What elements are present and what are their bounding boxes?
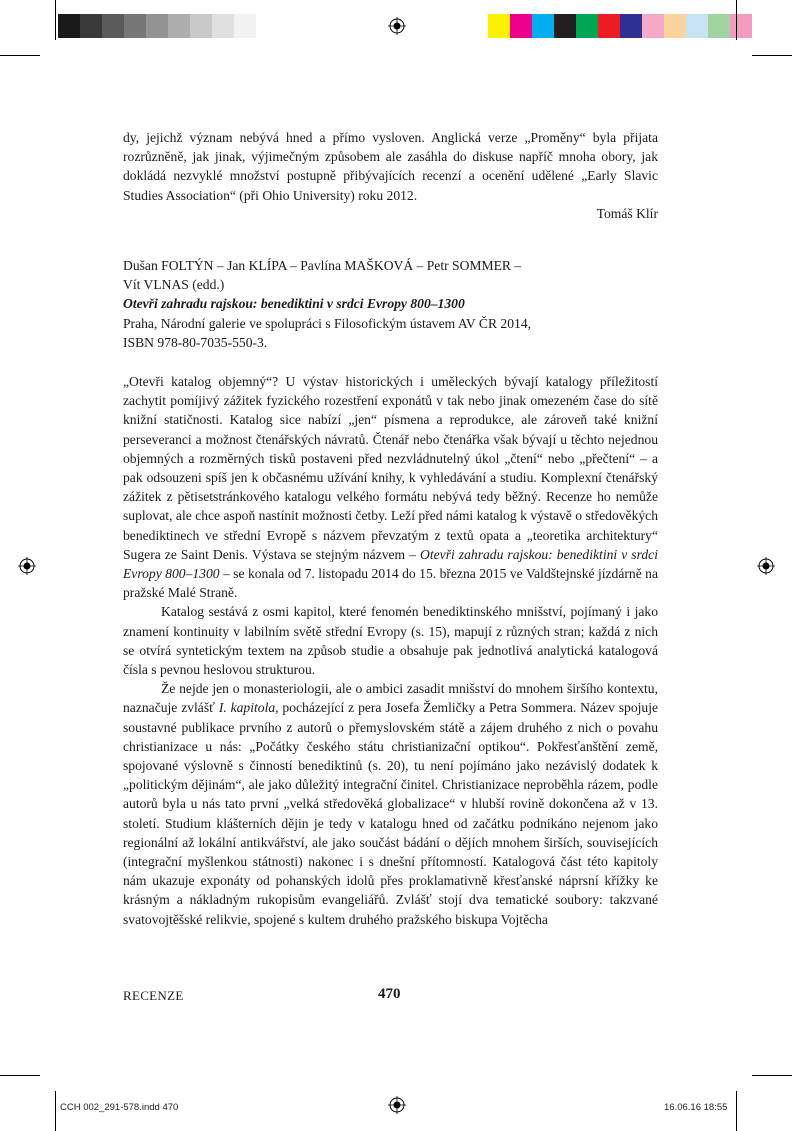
grayscale-color-bar — [58, 14, 278, 38]
section-label: RECENZE — [123, 988, 184, 1003]
registration-mark-icon — [388, 1096, 406, 1114]
color-swatch — [102, 14, 124, 38]
color-swatch — [488, 14, 510, 38]
registration-mark-icon — [757, 557, 775, 575]
paragraph-text: – se konala od 7. listopadu 2014 do 15. března 2015 ve Valdštejnské jízdárně na pražské Malé Straně. — [123, 566, 659, 601]
exhibition-title: Otevři zahradu rajskou: benediktini v srdci Evropy 800–1300 — [123, 546, 658, 582]
color-swatch — [80, 14, 102, 38]
paragraph-text: pocházející z pera Josefa Žemličky a Petra Sommera. Název spojuje soustavné publikace prvního z autorů o přemyslovském státě a zájem druhého z nich o povahu christianizace u nás: „Počátky českého státu christianizační optikou“. Pokřesťanštění země, spojované výslovně s činností benediktinů (s. 20), tu není pojímáno jako nezávislý dodatek k „politickým dějinám“, ale jako důležitý integrační činitel. Christianizace neproběhla rázem, podle autorů byla u nás tato první „velká středověká globalizace“ v hlubší rovině dokončena až v 13. století. Studium klášterních dějin je tedy v katalogu hned od začátku podnikáno nejenom jako regionální až lokální antikvářství, ale jako součást bádání o dějích mnohem širších, souvisejících (integrační myšlenkou státnosti) nakonec i s dnešní přítomností. Katalogová část této kapitoly nám ukazuje exponáty od pohanských idolů přes proklamativně křesťanské náprsní křížky ke krásným a nákladným rukopisům evangeliářů. Zvlášť stojí dva tematické soubory: takzvané svatovojtěšské relikvie, spojené s kultem druhého pražského biskupa Vojtěcha — [123, 700, 659, 927]
color-swatch — [708, 14, 730, 38]
color-swatch — [190, 14, 212, 38]
color-swatch — [730, 14, 752, 38]
color-swatch — [212, 14, 234, 38]
book-title: Otevři zahradu rajskou: benediktini v srdci Evropy 800–1300 — [123, 296, 465, 312]
review-paragraph — [123, 679, 658, 929]
color-swatch — [58, 14, 80, 38]
color-swatch — [620, 14, 642, 38]
color-swatch — [146, 14, 168, 38]
review-paragraph — [123, 372, 658, 602]
registration-mark-icon — [18, 557, 36, 575]
slug-file-info: CCH 002_291-578.indd 470 — [60, 1102, 179, 1113]
color-swatch — [234, 14, 256, 38]
page-number: 470 — [378, 986, 401, 1002]
crop-mark — [752, 55, 792, 56]
registration-mark-icon — [388, 17, 406, 35]
publisher-line: Praha, Národní galerie ve spolupráci s Filosofickým ústavem AV ČR 2014, — [123, 315, 532, 331]
crop-mark — [55, 0, 56, 40]
color-swatch — [510, 14, 532, 38]
paragraph-text: Že nejde jen o monasteriologii, ale o ambici zasadit mnišství do mnohem širšího kontextu, naznačuje zvlášť — [123, 681, 658, 716]
review-paragraph: Katalog sestává z osmi kapitol, které fenomén benediktinského mnišství, pojímaný i jako znamení kontinuity v labilním světě střední Evropy (s. 15), mapují z různých stran; každá z nich se otvírá syntetickým textem na způsob studie a obsahuje pak jednotlivá analytická katalogová čísla s pevnou heslovou strukturou. — [123, 604, 658, 678]
previous-review-paragraph: dy, jejichž význam nebývá hned a přímo vysloven. Anglická verze „Proměny“ byla přijata rozrůzněně, jak jinak, výjimečným způsobem ale zasáhla do diskuse napříč mnoha obory, jak dokládá nezvyklé množství postupně přibývajících recenzí a ocenění udělené „Early Slavic Studies Association“ (při Ohio University) roku 2012. — [123, 130, 658, 203]
color-swatch — [576, 14, 598, 38]
color-swatch — [598, 14, 620, 38]
previous-review-text — [123, 128, 658, 205]
crop-mark — [0, 1075, 40, 1076]
paragraph-text: „Otevři katalog objemný“? U výstav historických i uměleckých bývají katalogy příležitostí zachytit pomíjivý zážitek fyzického rozestření exponátů v tak nebo jinak omezeném čase do sítě knižní statičnosti. Katalog sice nabízí „jen“ písmena a reprodukce, ale zároveň také knižní perseveranci a možnost čtenářských návratů. Čtenář nebo čtenářka však bývají u těchto nejednou objemných a rozměrných tisků postaveni před nezvládnutelný úkol „čtení“ nebo „přečtení“ – a pak odsouzeni spíš jen k občasnému užívání knihy, k vyhledávání a studiu. Komplexní čtenářský zážitek z pětisetstránkového katalogu velkého formátu nebývá tedy běžný. Recenze ho nemůže suplovat, ale chce aspoň nastínit možnosti četby. Leží před námi katalog k výstavě o středověkých benediktinech ve střední Evropě s názvem převzatým z textů opata a „teoretika architektury“ Sugera ze Saint Denis. Výstava se stejným názvem – — [123, 374, 658, 562]
color-swatch — [664, 14, 686, 38]
review-body — [123, 372, 658, 929]
slug-timestamp: 16.06.16 18:55 — [664, 1102, 728, 1113]
color-swatch — [168, 14, 190, 38]
chapter-reference: I. kapitola, — [218, 700, 279, 716]
crop-mark — [736, 1091, 737, 1131]
authors-line: Dušan FOLTÝN – Jan KLÍPA – Pavlína MAŠKOVÁ – Petr SOMMER – — [123, 258, 522, 273]
crop-mark — [55, 1091, 56, 1131]
color-swatch — [554, 14, 576, 38]
color-swatch — [124, 14, 146, 38]
crop-mark — [736, 0, 737, 40]
color-swatch — [642, 14, 664, 38]
process-color-bar — [488, 14, 752, 38]
color-swatch — [256, 14, 278, 38]
bibliographic-entry — [123, 256, 658, 352]
color-swatch — [686, 14, 708, 38]
crop-mark — [0, 55, 40, 56]
crop-mark — [752, 1075, 792, 1076]
previous-review-author: Tomáš Klír — [596, 206, 658, 221]
color-swatch — [532, 14, 554, 38]
authors-line: Vít VLNAS (edd.) — [123, 277, 225, 293]
isbn-line: ISBN 978-80-7035-550-3. — [123, 334, 268, 350]
